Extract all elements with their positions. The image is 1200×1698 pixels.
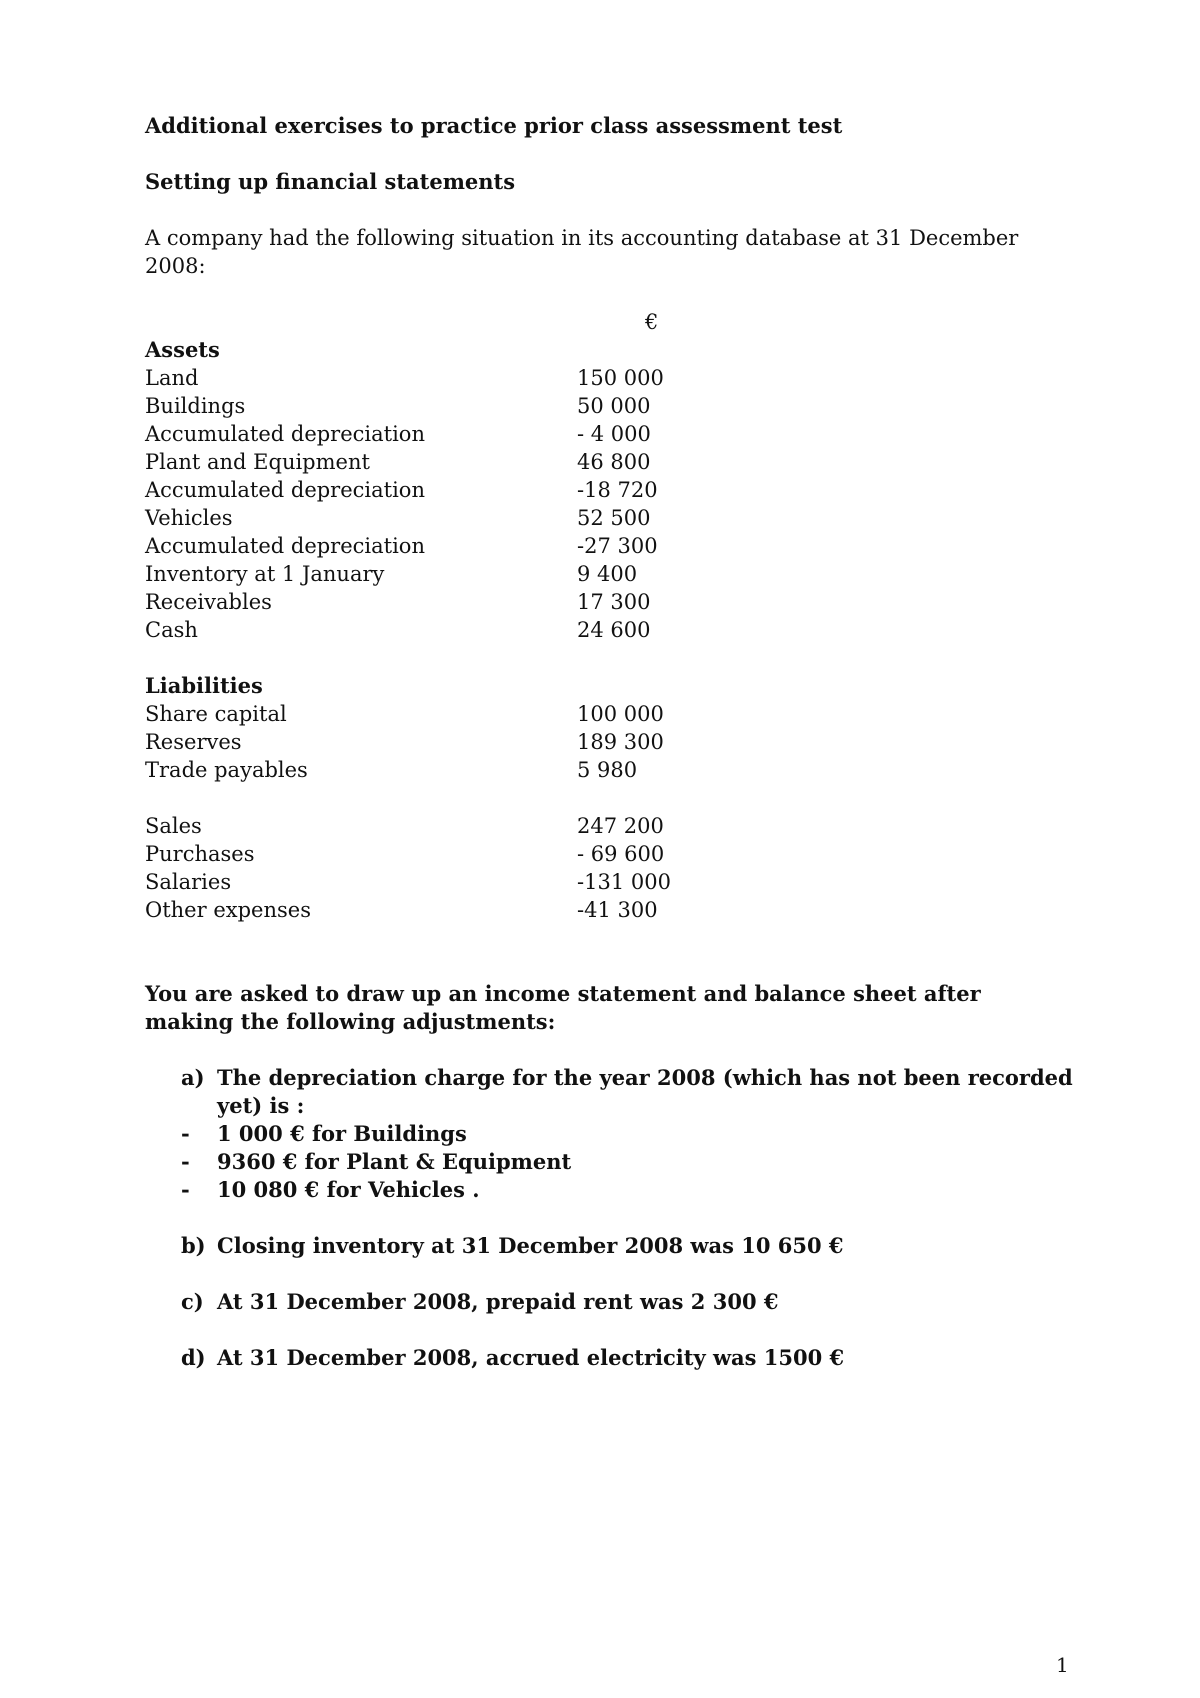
liabilities-heading: Liabilities bbox=[145, 673, 263, 698]
ledger-row bbox=[145, 700, 1075, 728]
spacer bbox=[181, 1260, 1075, 1288]
adjustments-list bbox=[181, 1064, 1075, 1372]
account-label: Purchases bbox=[145, 842, 255, 866]
spacer bbox=[145, 196, 1075, 224]
account-amount: 150 000 bbox=[577, 366, 664, 390]
ledger-row bbox=[145, 476, 1075, 504]
depreciation-subitem bbox=[181, 1148, 1075, 1176]
ledger-row bbox=[145, 420, 1075, 448]
depreciation-subitem bbox=[181, 1176, 1075, 1204]
assets-heading: Assets bbox=[145, 337, 220, 362]
adjustment-item-b bbox=[181, 1232, 1075, 1260]
account-amount: 24 600 bbox=[577, 618, 651, 642]
ledger-row bbox=[145, 756, 1075, 784]
ledger-row bbox=[145, 504, 1075, 532]
subitem-text: 1 000 € for Buildings bbox=[217, 1121, 467, 1146]
account-label: Salaries bbox=[145, 870, 232, 894]
account-label: Inventory at 1 January bbox=[145, 562, 385, 586]
account-amount: -18 720 bbox=[577, 478, 658, 502]
ledger-row bbox=[145, 560, 1075, 588]
adjustment-marker: c) bbox=[181, 1289, 204, 1314]
account-amount: 247 200 bbox=[577, 814, 664, 838]
adjustment-marker: a) bbox=[181, 1065, 205, 1090]
spacer bbox=[145, 784, 1075, 812]
spacer bbox=[181, 1316, 1075, 1344]
account-amount: 5 980 bbox=[577, 758, 638, 782]
account-amount: 52 500 bbox=[577, 506, 651, 530]
account-amount: 17 300 bbox=[577, 590, 651, 614]
liabilities-heading-row bbox=[145, 672, 1075, 700]
page-number: 1 bbox=[1056, 1653, 1069, 1677]
account-label: Land bbox=[145, 366, 199, 390]
ledger-row bbox=[145, 896, 1075, 924]
spacer bbox=[145, 280, 1075, 308]
account-label: Receivables bbox=[145, 590, 272, 614]
ledger-row bbox=[145, 728, 1075, 756]
currency-header-row bbox=[145, 308, 1075, 336]
adjustment-item-a bbox=[181, 1064, 1075, 1120]
spacer bbox=[145, 140, 1075, 168]
spacer bbox=[181, 1204, 1075, 1232]
ledger-row bbox=[145, 364, 1075, 392]
adjustment-item-d bbox=[181, 1344, 1075, 1372]
account-amount: - 69 600 bbox=[577, 842, 665, 866]
account-label: Buildings bbox=[145, 394, 246, 418]
depreciation-subitem bbox=[181, 1120, 1075, 1148]
task-instructions: You are asked to draw up an income statement and balance sheet after making the following adjustments: bbox=[145, 981, 981, 1034]
adjustment-item-c bbox=[181, 1288, 1075, 1316]
ledger-row bbox=[145, 868, 1075, 896]
account-amount: 46 800 bbox=[577, 450, 651, 474]
adjustment-marker: d) bbox=[181, 1345, 206, 1370]
list-dash: - bbox=[181, 1149, 190, 1174]
account-amount: -27 300 bbox=[577, 534, 658, 558]
account-amount: 100 000 bbox=[577, 702, 664, 726]
account-label: Accumulated depreciation bbox=[145, 534, 425, 558]
ledger-row bbox=[145, 840, 1075, 868]
intro-text: A company had the following situation in its accounting database at 31 December 2008: bbox=[145, 226, 1019, 278]
account-label: Vehicles bbox=[145, 506, 233, 530]
account-amount: 189 300 bbox=[577, 730, 664, 754]
ledger-row bbox=[145, 448, 1075, 476]
account-amount: 50 000 bbox=[577, 394, 651, 418]
list-dash: - bbox=[181, 1121, 190, 1146]
account-label: Accumulated depreciation bbox=[145, 422, 425, 446]
document-title: Additional exercises to practice prior class assessment test bbox=[145, 113, 843, 138]
account-label: Sales bbox=[145, 814, 202, 838]
account-label: Trade payables bbox=[145, 758, 308, 782]
account-label: Share capital bbox=[145, 702, 287, 726]
account-label: Reserves bbox=[145, 730, 242, 754]
adjustment-text: The depreciation charge for the year 2008 (which has not been recorded yet) is : bbox=[217, 1065, 1073, 1118]
document-content bbox=[145, 112, 1075, 1372]
account-label: Cash bbox=[145, 618, 198, 642]
ledger-row bbox=[145, 812, 1075, 840]
ledger-row bbox=[145, 392, 1075, 420]
spacer bbox=[145, 1036, 1075, 1064]
account-amount: -131 000 bbox=[577, 870, 671, 894]
ledger-row bbox=[145, 616, 1075, 644]
account-amount: - 4 000 bbox=[577, 422, 651, 446]
ledger-row bbox=[145, 588, 1075, 616]
ledger-row bbox=[145, 532, 1075, 560]
section-heading: Setting up financial statements bbox=[145, 169, 516, 194]
spacer bbox=[145, 924, 1075, 980]
account-label: Other expenses bbox=[145, 898, 311, 922]
adjustment-marker: b) bbox=[181, 1233, 206, 1258]
account-label: Plant and Equipment bbox=[145, 450, 370, 474]
currency-spacer bbox=[145, 308, 645, 336]
list-dash: - bbox=[181, 1177, 190, 1202]
spacer bbox=[145, 644, 1075, 672]
assets-heading-row bbox=[145, 336, 1075, 364]
subitem-text: 10 080 € for Vehicles . bbox=[217, 1177, 480, 1202]
currency-symbol: € bbox=[645, 310, 659, 334]
adjustment-text: At 31 December 2008, prepaid rent was 2 300 € bbox=[217, 1289, 779, 1314]
account-balances bbox=[145, 308, 1075, 924]
adjustment-text: At 31 December 2008, accrued electricity was 1500 € bbox=[217, 1345, 845, 1370]
account-label: Accumulated depreciation bbox=[145, 478, 425, 502]
adjustment-text: Closing inventory at 31 December 2008 was 10 650 € bbox=[217, 1233, 844, 1258]
account-amount: 9 400 bbox=[577, 562, 638, 586]
subitem-text: 9360 € for Plant & Equipment bbox=[217, 1149, 572, 1174]
account-amount: -41 300 bbox=[577, 898, 658, 922]
